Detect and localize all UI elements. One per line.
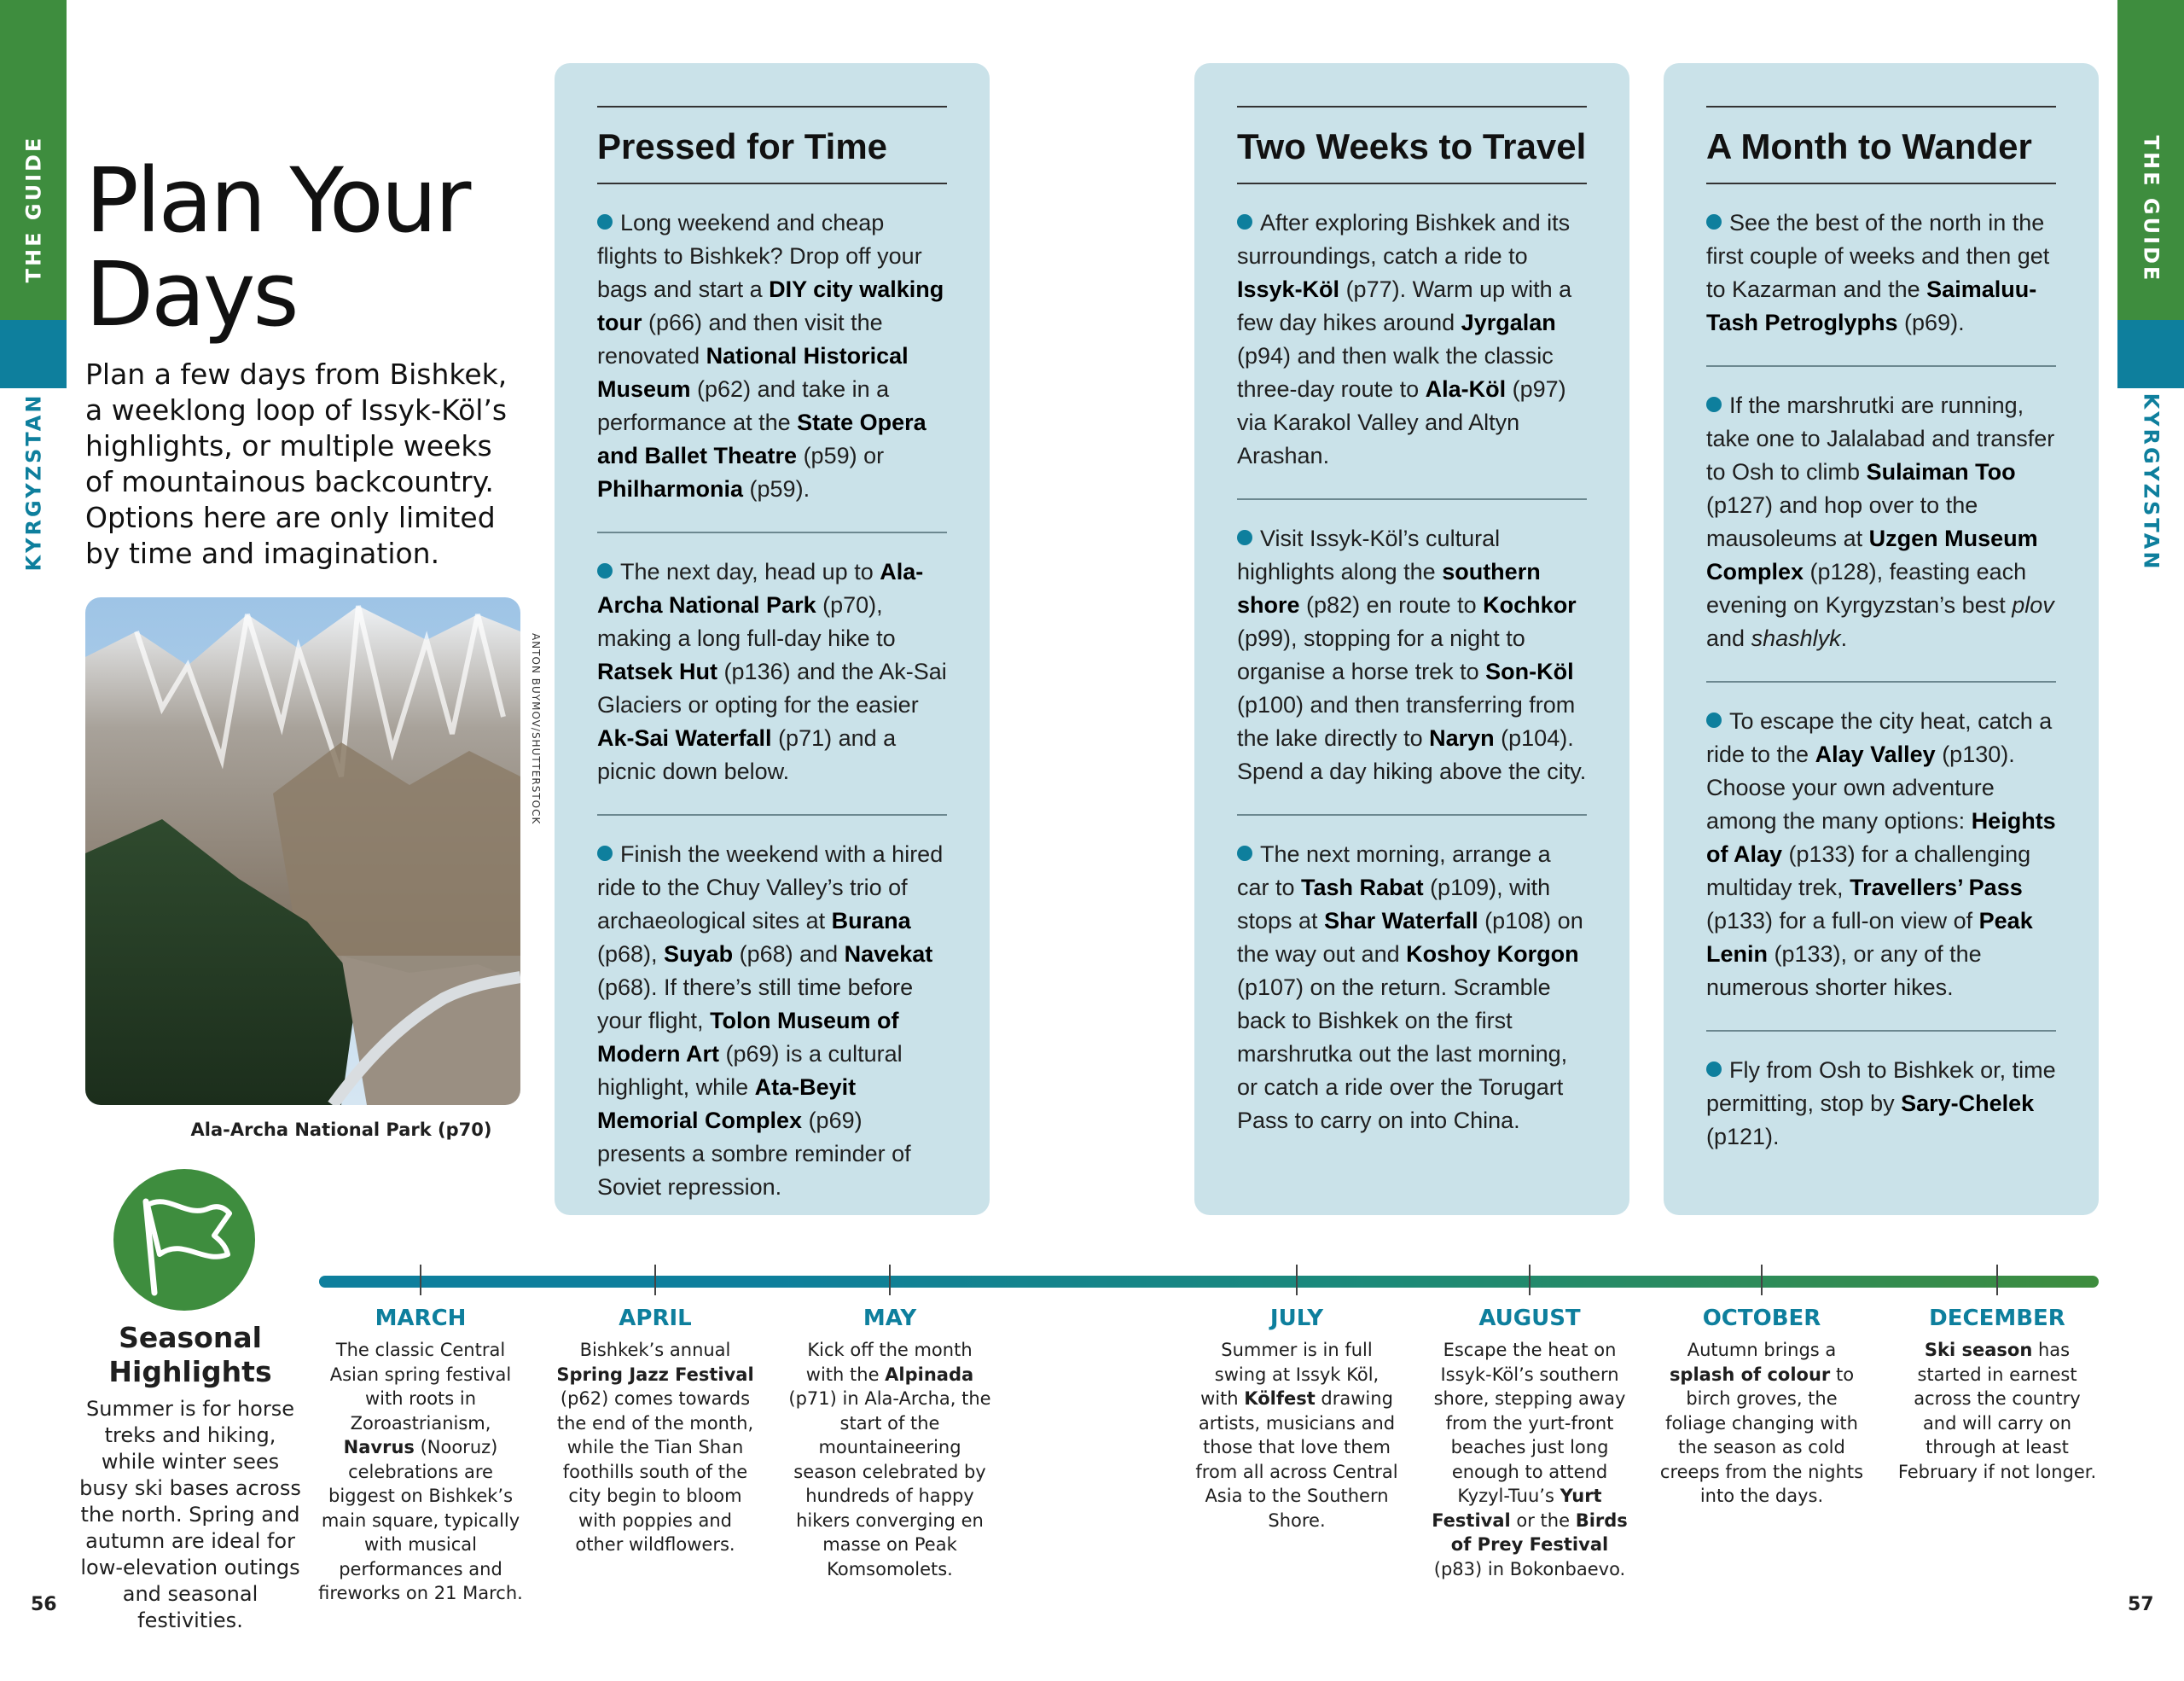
month-description	[553, 1338, 758, 1557]
bold-text: Ata-Beyit Memorial Complex	[597, 1074, 857, 1133]
text-run: has started in earnest across the country and will carry on through at least February if not longer.	[1897, 1340, 2097, 1482]
bullet-icon	[597, 563, 613, 579]
bold-text: Heights of Alay	[1706, 808, 2056, 867]
bold-text: Navrus	[343, 1437, 415, 1457]
text-run: The next day, head up to	[620, 559, 880, 585]
month-name: JULY	[1269, 1306, 1324, 1331]
text-run: (p133) for a full-on view of	[1706, 908, 1979, 934]
itinerary-item	[1237, 184, 1587, 500]
text-run: (p69).	[1897, 310, 1965, 335]
bold-text: Ala-Köl	[1425, 376, 1507, 402]
text-run: After exploring Bishkek and its surroundings, catch a ride to	[1237, 210, 1571, 269]
card-two-weeks	[1194, 63, 1629, 1215]
text-run: (p77). Warm up with a few day hikes around	[1237, 276, 1572, 335]
month-name: DECEMBER	[1929, 1306, 2065, 1331]
text-run: (p69) presents a sombre reminder of Soviet repression.	[597, 1108, 911, 1200]
bullet-icon	[597, 846, 613, 861]
month-description	[1659, 1338, 1864, 1509]
bold-text: DIY city walking tour	[597, 276, 944, 335]
month-july	[1194, 1306, 1399, 1533]
bold-text: Uzgen Museum Complex	[1706, 526, 2038, 585]
bold-text: Sulaiman Too	[1866, 459, 2016, 485]
month-name: APRIL	[619, 1306, 692, 1331]
bold-text: Suyab	[664, 941, 734, 967]
bullet-icon	[1706, 713, 1722, 728]
bold-text: Philharmonia	[597, 476, 744, 502]
month-december	[1895, 1306, 2100, 1484]
month-april	[553, 1306, 758, 1557]
itinerary-item	[597, 816, 947, 1230]
photo-caption: Ala-Archa National Park (p70)	[190, 1120, 492, 1140]
text-run: (p127) and hop over to the mausoleums at	[1706, 492, 1978, 551]
month-name: MAY	[863, 1306, 917, 1331]
month-name: AUGUST	[1478, 1306, 1581, 1331]
card-pressed-for-time	[555, 63, 990, 1215]
page-title	[85, 148, 469, 346]
text-run: (p66) and then visit the renovated	[597, 310, 883, 369]
itinerary-item	[1706, 1032, 2056, 1179]
text-run: (p107) on the return. Scramble back to Bishkek on the first marshrutka out the last morning, or catch a ride over the Torugart Pass to carry on into China.	[1237, 974, 1568, 1133]
bold-text: Ski season	[1924, 1340, 2033, 1360]
seasonal-text: Summer is for horse treks and hiking, while winter sees busy ski bases across the north. Spring and autumn are ideal for low-elevation outings and seasonal festivities.	[79, 1397, 301, 1632]
bold-text: Alpinada	[885, 1364, 974, 1385]
text-run: (p68) and	[733, 941, 845, 967]
month-march	[318, 1306, 523, 1606]
bold-text: Naryn	[1429, 725, 1495, 751]
timeline-tick	[1529, 1265, 1531, 1295]
itinerary-item	[1706, 683, 2056, 1032]
page-number-right: 57	[2128, 1594, 2154, 1615]
text-run: (p133), or any of the numerous shorter hikes.	[1706, 941, 1982, 1000]
bullet-icon	[597, 214, 613, 230]
timeline-tick	[889, 1265, 891, 1295]
text-run: Finish the weekend with a hired ride to the Chuy Valley’s trio of archaeological sites at	[597, 841, 944, 934]
text-run: Kick off the month with the	[805, 1340, 973, 1385]
text-run: (p71) and a picnic down below.	[597, 725, 897, 784]
card-a-month	[1664, 63, 2099, 1215]
month-name: MARCH	[375, 1306, 467, 1331]
bold-text: Tolon Museum of Modern Art	[597, 1008, 899, 1067]
text-run: (p68),	[597, 941, 665, 967]
bold-text: Saimaluu-Tash Petroglyphs	[1706, 276, 2037, 335]
bold-text: Koshoy Korgon	[1406, 941, 1579, 967]
text-run: (p94) and then walk the classic three-day route to	[1237, 343, 1554, 402]
text-run: The next morning, arrange a car to	[1237, 841, 1551, 900]
bold-text: Tash Rabat	[1301, 875, 1424, 900]
right-guide-label: THE GUIDE	[2139, 135, 2164, 283]
text-run: (p70), making a long full-day hike to	[597, 592, 896, 651]
bold-text: Spring Jazz Festival	[556, 1364, 754, 1385]
text-run: Long weekend and cheap flights to Bishkek? Drop off your bags and start a	[597, 210, 922, 302]
bold-text: Issyk-Köl	[1237, 276, 1340, 302]
text-run: If the marshrutki are running, take one to Jalalabad and transfer to Osh to climb	[1706, 393, 2055, 485]
month-description	[1194, 1338, 1399, 1533]
bold-text: Navekat	[844, 941, 933, 967]
bold-text: southern shore	[1237, 559, 1541, 618]
text-run: (p97) via Karakol Valley and Altyn Arashan.	[1237, 376, 1566, 468]
bold-text: Kölfest	[1244, 1388, 1316, 1409]
bold-text: splash of colour	[1669, 1364, 1831, 1385]
timeline-tick	[654, 1265, 656, 1295]
title-line-1: Plan Your	[85, 148, 469, 253]
ala-archa-photo	[85, 597, 520, 1105]
text-run: (p59) or	[797, 443, 885, 468]
month-description	[1895, 1338, 2100, 1484]
text-run: (p82) en route to	[1299, 592, 1484, 618]
text-run: (Nooruz) celebrations are biggest on Bishkek’s main square, typically with musical performances and fireworks on 21 March.	[318, 1437, 523, 1603]
text-run: Escape the heat on Issyk-Köl’s southern shore, stepping away from the yurt-front beaches just long enough to attend Kyzyl-Tuu’s	[1433, 1340, 1626, 1506]
bold-text: Sary-Chelek	[1901, 1091, 2035, 1116]
text-run: (p59).	[743, 476, 810, 502]
text-run: (p133) for a challenging multiday trek,	[1706, 841, 2031, 900]
itinerary-item	[1706, 184, 2056, 367]
right-teal-tab	[2117, 320, 2184, 388]
text-run: to birch groves, the foliage changing with the season as cold creeps from the nights into the days.	[1659, 1364, 1864, 1506]
bold-text: Travellers’ Pass	[1850, 875, 2023, 900]
text-run: and	[1706, 625, 1751, 651]
bold-text: Birds of Prey Festival	[1450, 1509, 1628, 1555]
month-name: OCTOBER	[1702, 1306, 1821, 1331]
text-run: Autumn brings a	[1687, 1340, 1837, 1360]
bold-text: Alay Valley	[1815, 742, 1936, 767]
itinerary-item	[1237, 816, 1587, 1163]
flag-icon	[113, 1169, 255, 1311]
page-number-left: 56	[31, 1594, 57, 1615]
card-title: Pressed for Time	[597, 108, 947, 184]
bullet-icon	[1706, 1062, 1722, 1077]
text-run: (p121).	[1706, 1124, 1780, 1149]
month-description	[318, 1338, 523, 1606]
left-guide-label: THE GUIDE	[21, 135, 46, 283]
text-run: Bishkek’s annual	[579, 1340, 731, 1360]
bullet-icon	[1237, 846, 1252, 861]
itinerary-item	[1706, 367, 2056, 683]
text-run: Visit Issyk-Köl’s cultural highlights along the	[1237, 526, 1501, 585]
text-run: (p136) and the Ak-Sai Glaciers or opting for the easier	[597, 659, 947, 718]
bullet-icon	[1237, 214, 1252, 230]
text-run: (p130). Choose your own adventure among the many options:	[1706, 742, 2015, 834]
text-run: To escape the city heat, catch a ride to the	[1706, 708, 2053, 767]
text-run: (p68). If there’s still time before your flight,	[597, 974, 914, 1033]
card-title: A Month to Wander	[1706, 108, 2056, 184]
timeline-tick	[1996, 1265, 1998, 1295]
itinerary-item	[597, 184, 947, 533]
bold-text: Yurt Festival	[1432, 1486, 1602, 1531]
month-description	[787, 1338, 992, 1581]
month-may	[787, 1306, 992, 1581]
text-run: (p62) and take in a performance at the	[597, 376, 890, 435]
text-run: (p69) is a cultural highlight, while	[597, 1041, 903, 1100]
text-run: (p100) and then transferring from the lake directly to	[1237, 692, 1576, 751]
title-line-2: Days	[85, 242, 297, 346]
seasonal-title: Seasonal Highlights	[108, 1321, 272, 1388]
text-run: (p99), stopping for a night to organise a horse trek to	[1237, 625, 1525, 684]
text-run: .	[1840, 625, 1848, 651]
text-run: (p104). Spend a day hiking above the city.	[1237, 725, 1587, 784]
left-teal-tab	[0, 320, 67, 388]
card-title: Two Weeks to Travel	[1237, 108, 1587, 184]
text-run: (p109), with stops at	[1237, 875, 1551, 934]
photo-credit: ANTON BUYMOV/SHUTTERSTOCK	[530, 633, 542, 825]
text-run: (p62) comes towards the end of the month, while the Tian Shan foothills south of the city begin to bloom with poppies and other wildflowers.	[556, 1388, 754, 1555]
timeline-bar	[319, 1276, 2099, 1288]
month-august	[1427, 1306, 1632, 1581]
text-run: (p128), feasting each evening on Kyrgyzstan’s best	[1706, 559, 2027, 618]
timeline-tick	[1296, 1265, 1298, 1295]
bold-text: Shar Waterfall	[1324, 908, 1478, 934]
bullet-icon	[1706, 214, 1722, 230]
bold-text: Ak-Sai Waterfall	[597, 725, 772, 751]
itinerary-item	[597, 533, 947, 816]
timeline-tick	[1761, 1265, 1763, 1295]
text-run: drawing artists, musicians and those that love them from all across Central Asia to the Southern Shore.	[1195, 1388, 1398, 1531]
bold-text: Kochkor	[1483, 592, 1577, 618]
bold-text: Ala-Archa National Park	[597, 559, 924, 618]
bold-text: Jyrgalan	[1461, 310, 1556, 335]
text-run: (p71) in Ala-Archa, the start of the mountaineering season celebrated by hundreds of happy hikers converging en masse on Peak Komsomolets.	[788, 1388, 991, 1579]
text-run: or the	[1510, 1509, 1576, 1531]
intro-text: Plan a few days from Bishkek, a weeklong loop of Issyk-Köl’s highlights, or multiple weeks of mountainous backcountry. Options here are only limited by time and imagination.	[85, 358, 508, 570]
right-country-label: KYRGYZSTAN	[2139, 393, 2163, 572]
bold-text: Peak Lenin	[1706, 908, 2033, 967]
month-description	[1427, 1338, 1632, 1581]
timeline-tick	[420, 1265, 421, 1295]
text-run: Summer is in full swing at Issyk Köl, with	[1200, 1340, 1380, 1409]
text-run: See the best of the north in the first couple of weeks and then get to Kazarman and the	[1706, 210, 2050, 302]
text-run: Fly from Osh to Bishkek or, time permitting, stop by	[1706, 1057, 2056, 1116]
bold-text: Son-Köl	[1485, 659, 1574, 684]
bold-text: Ratsek Hut	[597, 659, 718, 684]
month-october	[1659, 1306, 1864, 1509]
text-run: shashlyk	[1751, 625, 1841, 651]
bold-text: Burana	[831, 908, 911, 934]
left-country-label: KYRGYZSTAN	[21, 393, 45, 572]
bullet-icon	[1706, 397, 1722, 412]
itinerary-item	[1237, 500, 1587, 816]
text-run: The classic Central Asian spring festival with roots in Zoroastrianism,	[329, 1340, 512, 1434]
bold-text: National Historical Museum	[597, 343, 909, 402]
bold-text: State Opera and Ballet Theatre	[597, 410, 926, 468]
text-run: plov	[2012, 592, 2054, 618]
text-run: (p108) on the way out and	[1237, 908, 1583, 967]
text-run: (p83) in Bokonbaevo.	[1433, 1558, 1626, 1579]
bullet-icon	[1237, 530, 1252, 545]
